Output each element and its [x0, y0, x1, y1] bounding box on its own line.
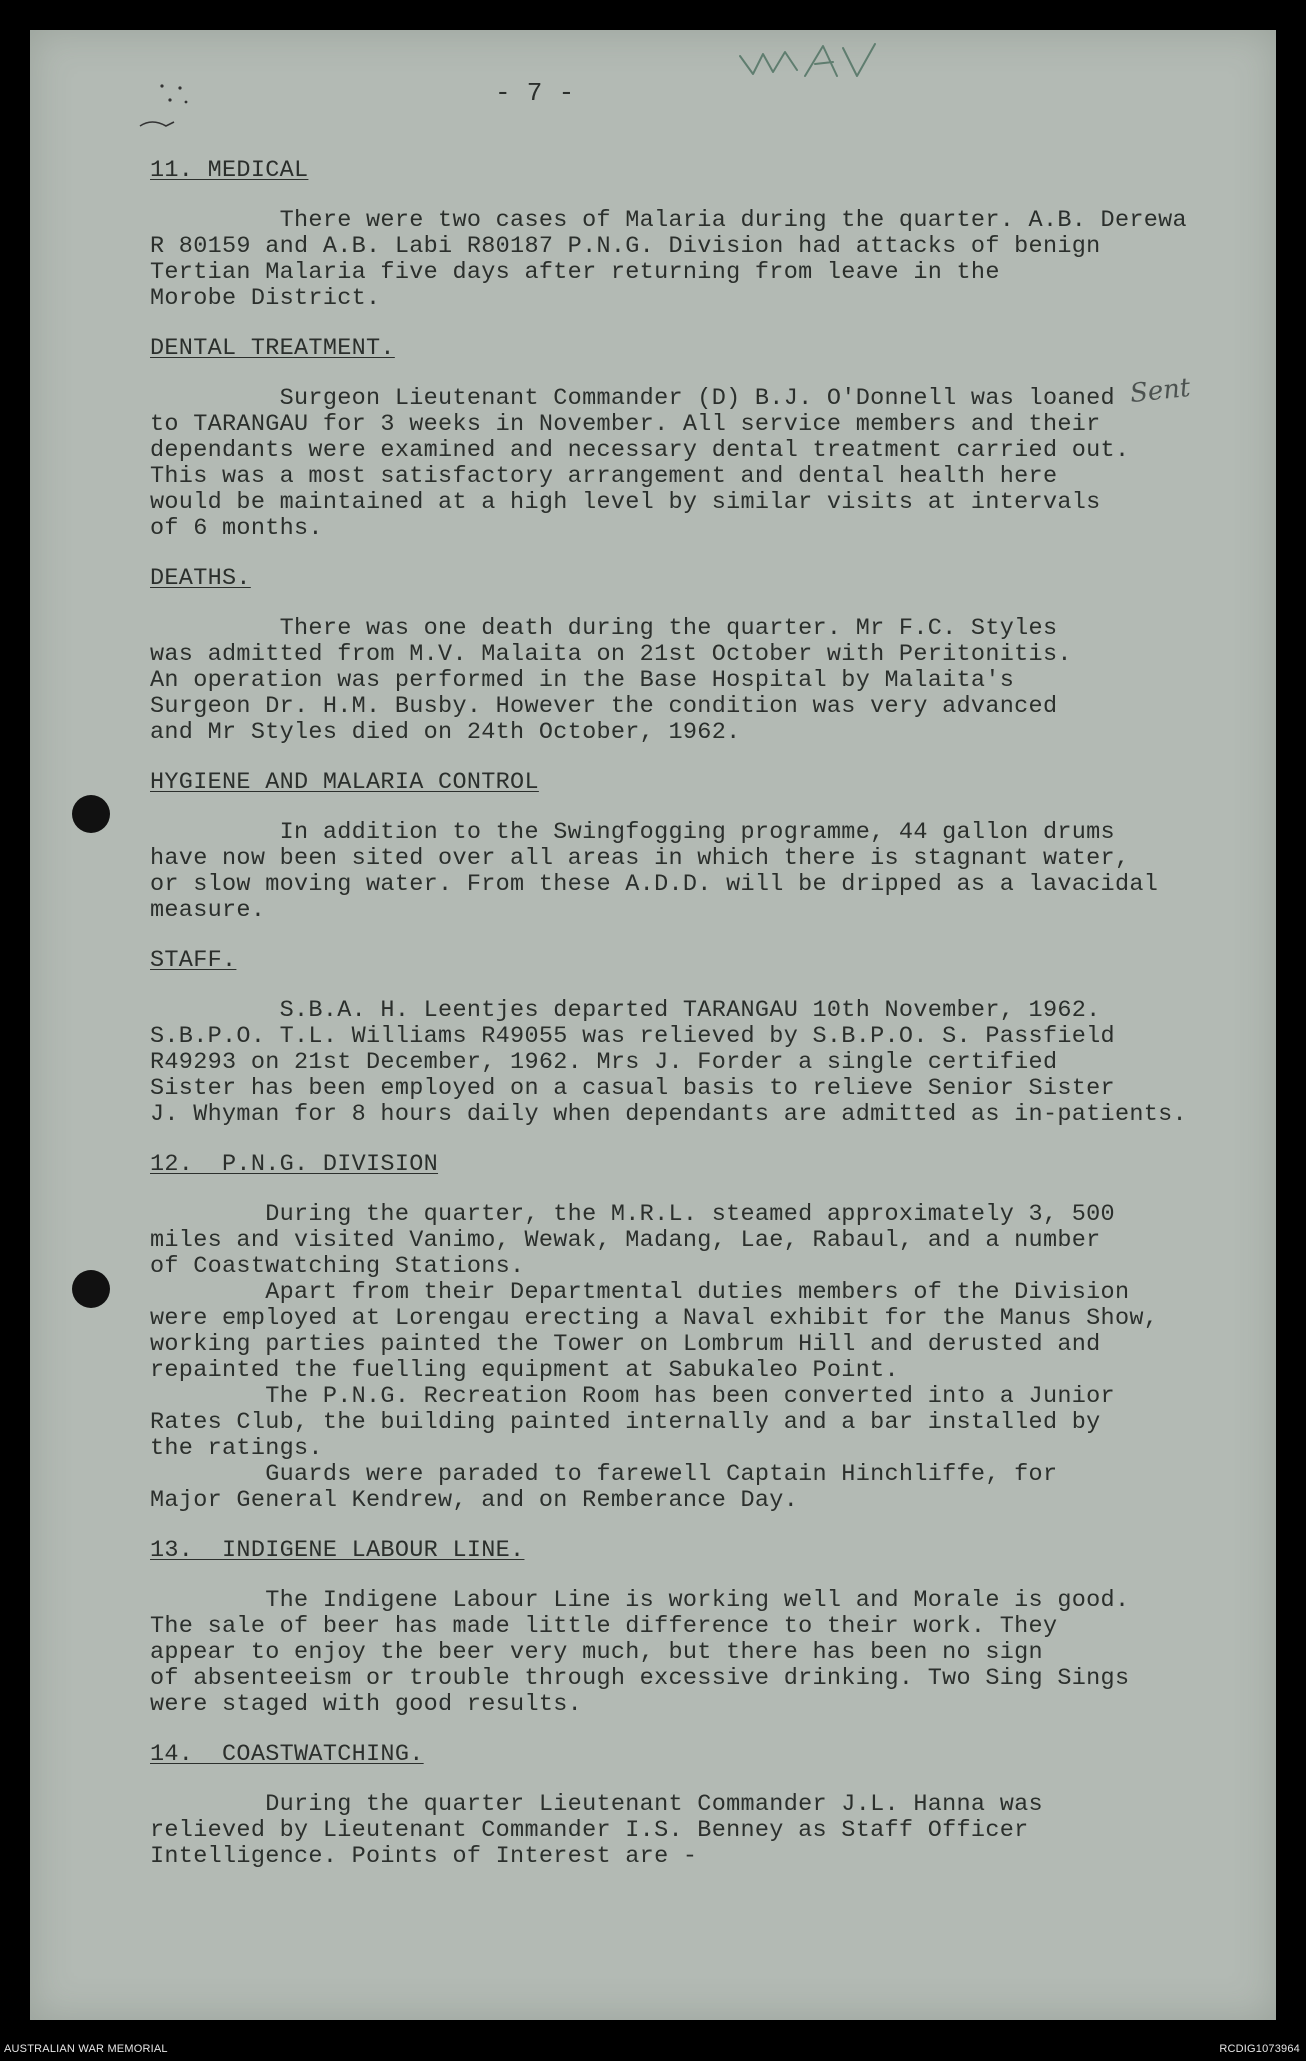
- body-line: J. Whyman for 8 hours daily when dependants are admitted as in-patients.: [150, 1101, 1187, 1128]
- body-line: Morobe District.: [150, 285, 381, 312]
- body-line: of Coastwatching Stations.: [150, 1253, 525, 1280]
- body-line: The P.N.G. Recreation Room has been converted into a Junior: [150, 1383, 1115, 1410]
- section-heading: 12. P.N.G. DIVISION: [150, 1151, 439, 1178]
- section-heading: DENTAL TREATMENT.: [150, 335, 395, 362]
- body-line: During the quarter, the M.R.L. steamed approximately 3, 500: [150, 1201, 1115, 1228]
- body-line: of absenteeism or trouble through excessive drinking. Two Sing Sings: [150, 1665, 1130, 1692]
- page-number: - 7 -: [495, 78, 575, 108]
- body-line: Surgeon Dr. H.M. Busby. However the condition was very advanced: [150, 693, 1058, 720]
- body-line: In addition to the Swingfogging programme, 44 gallon drums: [150, 819, 1115, 846]
- section-heading: HYGIENE AND MALARIA CONTROL: [150, 769, 539, 796]
- body-line: R49293 on 21st December, 1962. Mrs J. Forder a single certified: [150, 1049, 1058, 1076]
- body-line: An operation was performed in the Base Hospital by Malaita's: [150, 667, 1015, 694]
- punch-hole: [72, 1270, 110, 1308]
- body-line: Apart from their Departmental duties members of the Division: [150, 1279, 1130, 1306]
- handwritten-note: Sent: [1128, 372, 1192, 410]
- body-line: would be maintained at a high level by similar visits at intervals: [150, 489, 1101, 516]
- body-line: working parties painted the Tower on Lombrum Hill and derusted and: [150, 1331, 1101, 1358]
- initials-scribble: [735, 36, 915, 96]
- body-line: the ratings.: [150, 1435, 323, 1462]
- footer-source-label: AUSTRALIAN WAR MEMORIAL: [4, 2043, 168, 2055]
- body-line: appear to enjoy the beer very much, but there has been no sign: [150, 1639, 1043, 1666]
- footer-record-id: RCDIG1073964: [1219, 2043, 1300, 2055]
- body-line: Guards were paraded to farewell Captain Hinchliffe, for: [150, 1461, 1058, 1488]
- section-heading: DEATHS.: [150, 565, 251, 592]
- body-line: have now been sited over all areas in which there is stagnant water,: [150, 845, 1130, 872]
- body-line: measure.: [150, 897, 266, 924]
- punch-hole: [72, 795, 110, 833]
- document-page: [30, 30, 1276, 2020]
- body-line: Major General Kendrew, and on Remberance Day.: [150, 1487, 799, 1514]
- body-line: The sale of beer has made little difference to their work. They: [150, 1613, 1058, 1640]
- body-line: relieved by Lieutenant Commander I.S. Benney as Staff Officer: [150, 1817, 1029, 1844]
- body-line: S.B.A. H. Leentjes departed TARANGAU 10th November, 1962.: [150, 997, 1101, 1024]
- body-line: S.B.P.O. T.L. Williams R49055 was relieved by S.B.P.O. S. Passfield: [150, 1023, 1115, 1050]
- margin-marks: [118, 80, 198, 130]
- body-line: There was one death during the quarter. Mr F.C. Styles: [150, 615, 1058, 642]
- body-line: miles and visited Vanimo, Wewak, Madang, Lae, Rabaul, and a number: [150, 1227, 1101, 1254]
- body-line: Intelligence. Points of Interest are -: [150, 1843, 698, 1870]
- section-heading: STAFF.: [150, 947, 237, 974]
- section-heading: 14. COASTWATCHING.: [150, 1741, 424, 1768]
- body-line: This was a most satisfactory arrangement and dental health here: [150, 463, 1058, 490]
- body-line: There were two cases of Malaria during the quarter. A.B. Derewa: [150, 207, 1187, 234]
- body-line: dependants were examined and necessary dental treatment carried out.: [150, 437, 1130, 464]
- body-line: to TARANGAU for 3 weeks in November. All service members and their: [150, 411, 1101, 438]
- section-heading: 11. MEDICAL: [150, 157, 309, 184]
- body-line: Sister has been employed on a casual basis to relieve Senior Sister: [150, 1075, 1115, 1102]
- body-line: was admitted from M.V. Malaita on 21st October with Peritonitis.: [150, 641, 1072, 668]
- body-line: The Indigene Labour Line is working well and Morale is good.: [150, 1587, 1130, 1614]
- body-line: Rates Club, the building painted internally and a bar installed by: [150, 1409, 1101, 1436]
- body-line: Surgeon Lieutenant Commander (D) B.J. O'Donnell was loaned: [150, 385, 1115, 412]
- body-line: Tertian Malaria five days after returning from leave in the: [150, 259, 1000, 286]
- section-heading: 13. INDIGENE LABOUR LINE.: [150, 1537, 525, 1564]
- body-line: During the quarter Lieutenant Commander J.L. Hanna was: [150, 1791, 1043, 1818]
- body-line: and Mr Styles died on 24th October, 1962.: [150, 719, 741, 746]
- body-line: of 6 months.: [150, 515, 323, 542]
- body-line: were employed at Lorengau erecting a Naval exhibit for the Manus Show,: [150, 1305, 1159, 1332]
- body-line: or slow moving water. From these A.D.D. will be dripped as a lavacidal: [150, 871, 1159, 898]
- body-line: repainted the fuelling equipment at Sabukaleo Point.: [150, 1357, 899, 1384]
- body-line: were staged with good results.: [150, 1691, 583, 1718]
- body-line: R 80159 and A.B. Labi R80187 P.N.G. Division had attacks of benign: [150, 233, 1101, 260]
